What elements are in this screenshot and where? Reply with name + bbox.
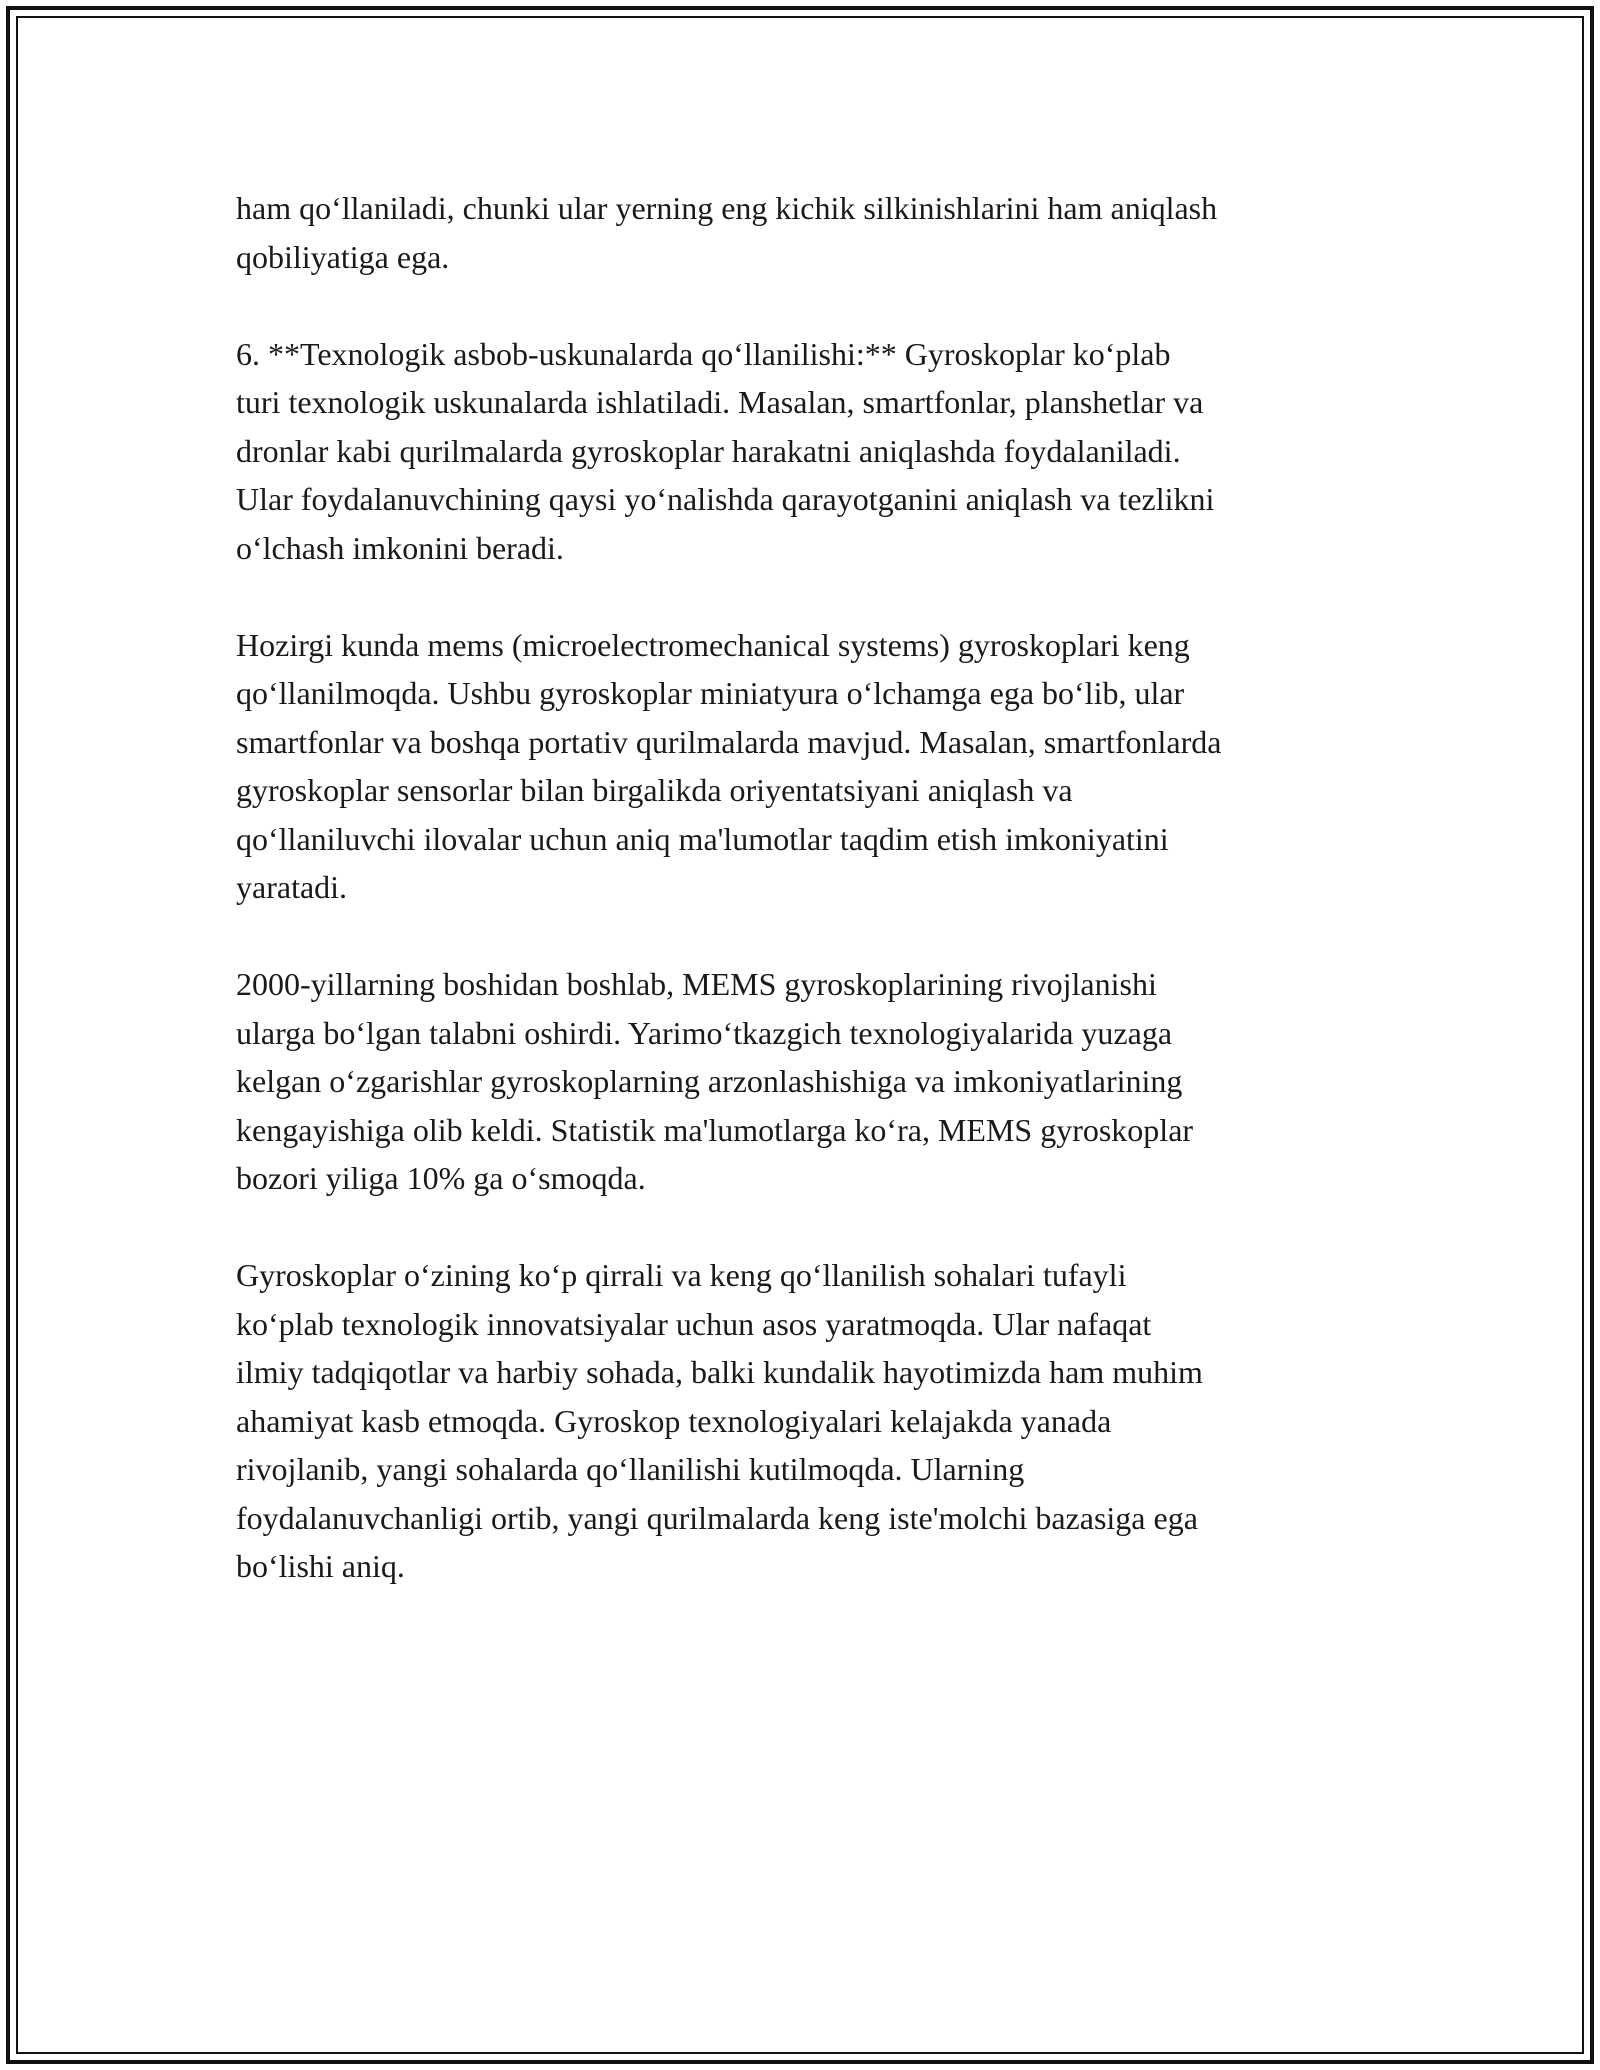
text-line: kengayishiga olib keldi. Statistik ma'lumotlarga ko‘ra, MEMS gyroskoplar [236, 1111, 1194, 1148]
text-line: turi texnologik uskunalarda ishlatiladi. Masalan, smartfonlar, planshetlar va [236, 384, 1204, 420]
text-line: ilmiy tadqiqotlar va harbiy sohada, balki kundalik hayotimizda ham muhim [236, 1354, 1203, 1390]
paragraph-mems-gyroscopes [236, 621, 1376, 912]
text-line: kelgan o‘zgarishlar gyroskoplarning arzonlashishiga va imkoniyatlarining [236, 1063, 1183, 1099]
text-line: yaratadi. [236, 869, 348, 905]
text-line: gyroskoplar sensorlar bilan birgalikda oriyentatsiyani aniqlash va [236, 772, 1073, 808]
text-line: dronlar kabi qurilmalarda gyroskoplar harakatni aniqlashda foydalaniladi. [236, 432, 1181, 469]
text-line: qo‘llanilmoqda. Ushbu gyroskoplar miniatyura o‘lchamga ega bo‘lib, ular [236, 675, 1185, 711]
text-line: ahamiyat kasb etmoqda. Gyroskop texnologiyalari kelajakda yanada [236, 1402, 1112, 1439]
text-line: o‘lchash imkonini beradi. [236, 529, 564, 566]
paragraph-mems-growth [236, 960, 1376, 1203]
text-line: 6. **Texnologik asbob-uskunalarda qo‘llanilishi:** Gyroskoplar ko‘plab [236, 335, 1171, 372]
document-body [236, 184, 1376, 1639]
text-line: Gyroskoplar o‘zining ko‘p qirrali va keng qo‘llanilish sohalari tufayli [236, 1257, 1127, 1293]
text-line: foydalanuvchanligi ortib, yangi qurilmalarda keng iste'molchi bazasiga ega [236, 1499, 1198, 1536]
paragraph-conclusion [236, 1251, 1376, 1591]
text-line: bo‘lishi aniq. [236, 1548, 405, 1584]
text-line: Ular foydalanuvchining qaysi yo‘nalishda qarayotganini aniqlash va tezlikni [236, 481, 1215, 517]
text-line: bozori yiliga 10% ga o‘smoqda. [236, 1160, 646, 1196]
text-line: smartfonlar va boshqa portativ qurilmalarda mavjud. Masalan, smartfonlarda [236, 723, 1222, 760]
text-line: 2000-yillarning boshidan boshlab, MEMS gyroskoplarining rivojlanishi [236, 966, 1157, 1002]
paragraph-seismology-continuation [236, 184, 1376, 281]
text-line: qobiliyatiga ega. [236, 238, 450, 275]
paragraph-technological-equipment [236, 330, 1376, 573]
text-line: ularga bo‘lgan talabni oshirdi. Yarimo‘tkazgich texnologiyalarida yuzaga [236, 1014, 1173, 1051]
text-line: Hozirgi kunda mems (microelectromechanical systems) gyroskoplari keng [236, 626, 1190, 663]
text-line: ko‘plab texnologik innovatsiyalar uchun asos yaratmoqda. Ular nafaqat [236, 1305, 1152, 1342]
text-line: rivojlanib, yangi sohalarda qo‘llanilishi kutilmoqda. Ularning [236, 1451, 1025, 1487]
text-line: qo‘llaniluvchi ilovalar uchun aniq ma'lumotlar taqdim etish imkoniyatini [236, 820, 1169, 857]
text-line: ham qo‘llaniladi, chunki ular yerning eng kichik silkinishlarini ham aniqlash [236, 190, 1218, 226]
